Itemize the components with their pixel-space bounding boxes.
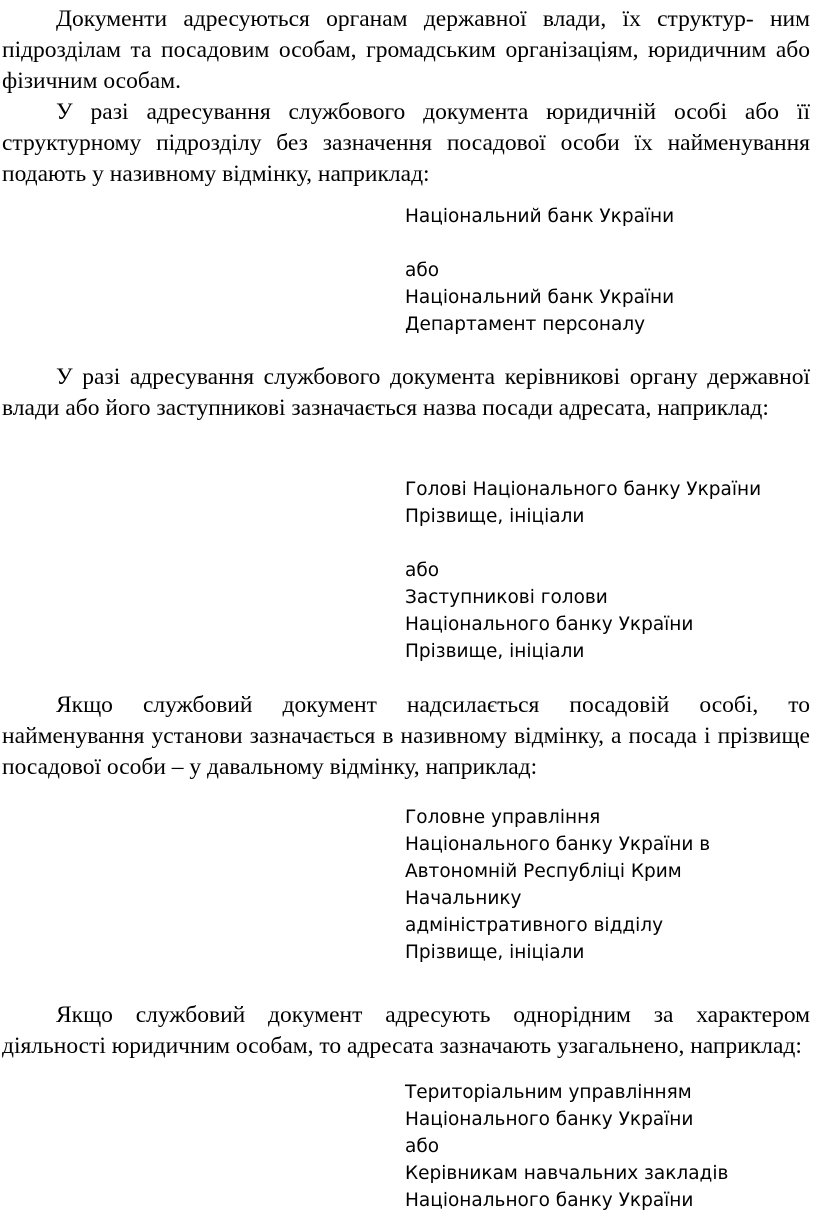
example-line: Департамент персоналу xyxy=(405,314,646,335)
example-line: Національного банку України xyxy=(405,1190,694,1211)
example-line: Територіальним управлінням xyxy=(405,1082,692,1103)
example-line: Прізвище, ініціали xyxy=(405,506,585,527)
example-line: Національного банку України xyxy=(405,1109,694,1130)
example-line: Національний банк України xyxy=(405,287,675,308)
example-line: Прізвище, ініціали xyxy=(405,641,585,662)
example-legal-entity xyxy=(405,203,674,338)
example-line: Автономній Республіці Крим xyxy=(405,861,682,882)
example-line: або xyxy=(405,1136,440,1157)
example-line: Національного банку України в xyxy=(405,834,711,855)
example-line: або xyxy=(405,260,440,281)
paragraph-intro: Документи адресуються органам державної влади, їх структур- ним підрозділам та посадовим особам, громадським організаціям, юридичним або фізичним особам. xyxy=(2,6,810,94)
example-line: або xyxy=(405,560,440,581)
example-line: Заступникові голови xyxy=(405,587,608,608)
example-line: Начальнику xyxy=(405,888,522,909)
example-line: Прізвище, ініціали xyxy=(405,942,585,963)
example-generalized xyxy=(405,1079,728,1214)
example-line: Керівникам навчальних закладів xyxy=(405,1163,729,1184)
paragraph-generalized: Якщо службовий документ адресують однорідним за характером діяльності юридичним особам, то адресата зазначають узагальнено, наприклад: xyxy=(2,1002,810,1059)
paragraph-legal-entity: У разі адресування службового документа юридичній особі або її структурному підрозділу без зазначення посадової особи їх найменування подають у називному відмінку, наприклад: xyxy=(2,99,810,187)
paragraph-head-of-authority: У разі адресування службового документа керівникові органу державної влади або його заступникові зазначається назва посади адресата, наприклад: xyxy=(2,364,810,421)
example-official xyxy=(405,804,710,966)
example-line: Національний банк України xyxy=(405,206,675,227)
example-line: Національного банку України xyxy=(405,614,694,635)
paragraph-official: Якщо службовий документ надсилається посадовій особі, то найменування установи зазначається в називному відмінку, а посада і прізвище посадової особи – у давальному відмінку, наприклад: xyxy=(2,692,810,780)
example-line: Головне управління xyxy=(405,807,601,828)
example-line: адміністративного відділу xyxy=(405,915,664,936)
example-head-of-authority xyxy=(405,476,761,665)
example-line: Голові Національного банку України xyxy=(405,479,762,500)
